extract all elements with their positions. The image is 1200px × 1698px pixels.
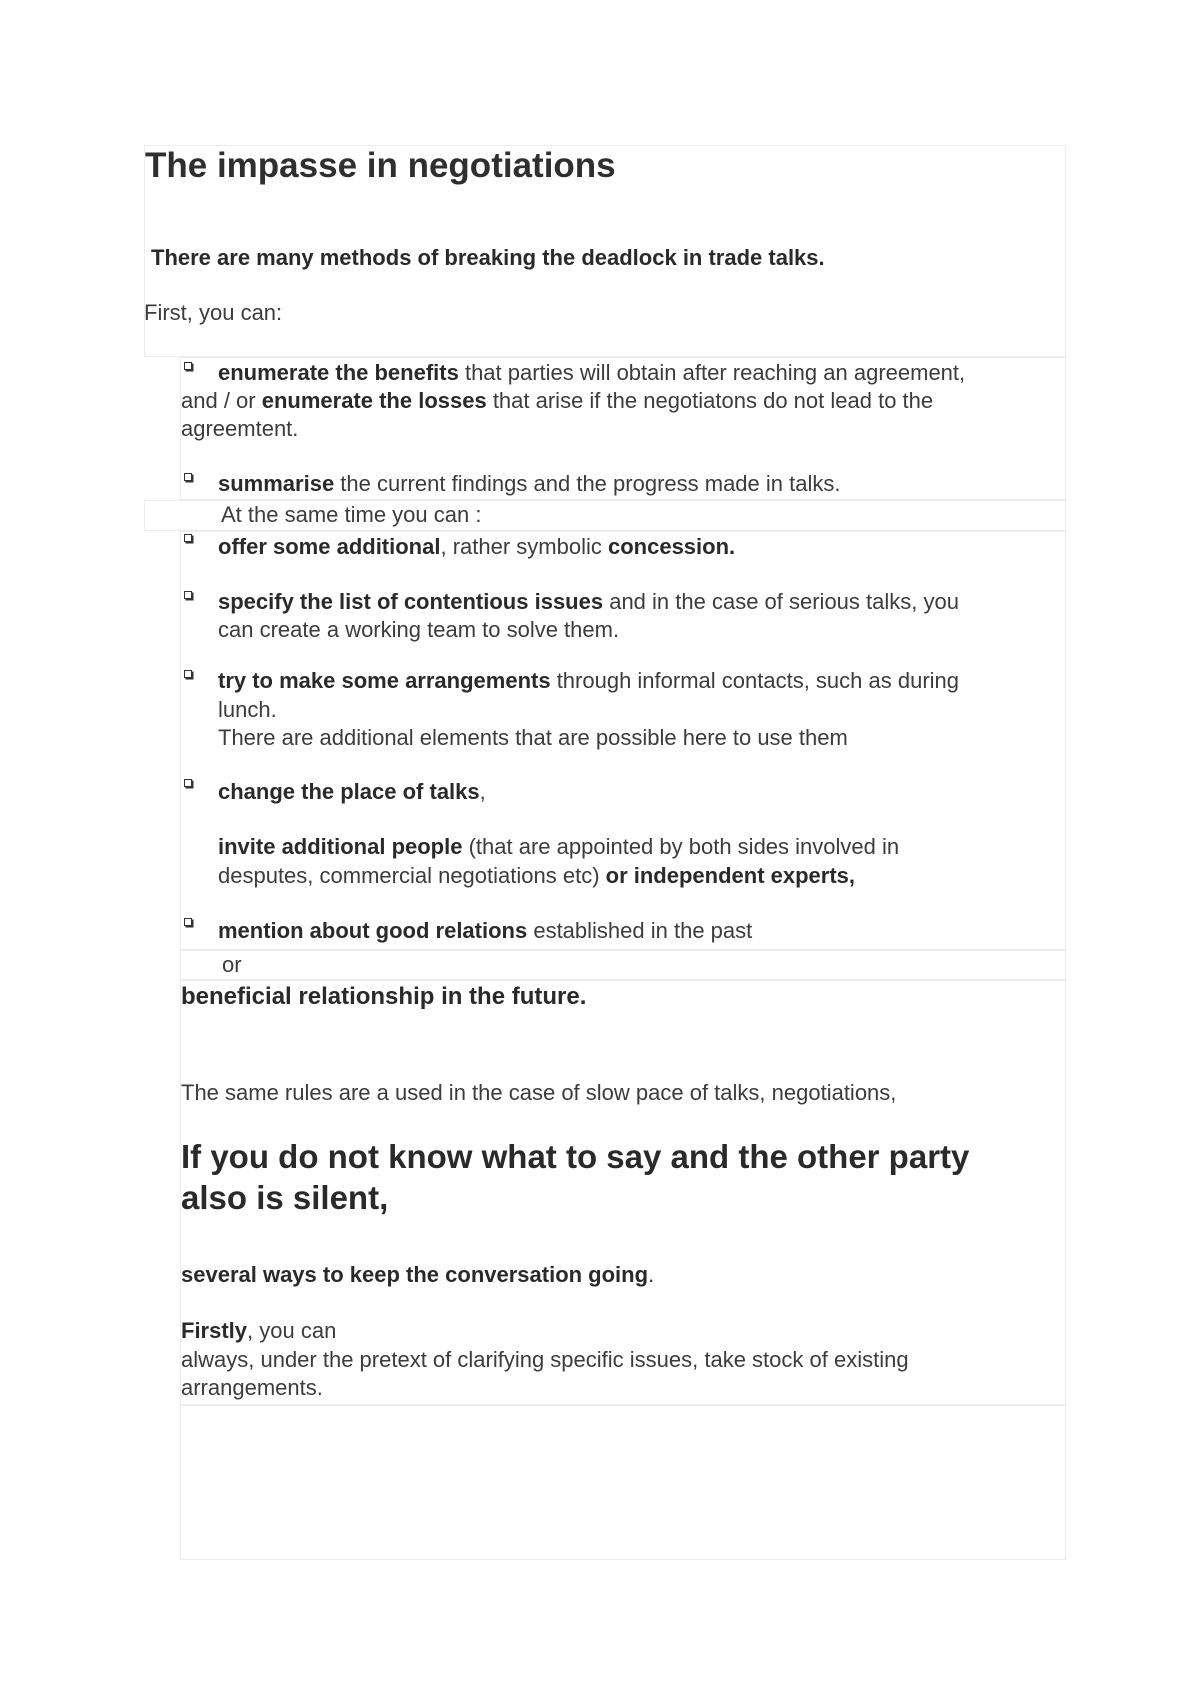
- bullet-icon: [184, 534, 192, 542]
- list-item-enumerate-line2: and / or enumerate the losses that arise if the negotiatons do not lead to the: [181, 388, 934, 413]
- same-time-text: At the same time you can :: [221, 502, 482, 527]
- always-text-line2: arrangements.: [181, 1375, 323, 1400]
- list-item-arrangements: try to make some arrangements through informal contacts, such as during: [218, 668, 960, 693]
- list-item-specify-line2: can create a working team to solve them.: [218, 617, 620, 642]
- list-item-arrangements-line2: lunch.: [218, 697, 277, 722]
- list-item-invite: invite additional people (that are appointed by both sides involved in: [218, 834, 900, 859]
- list-item-mention: mention about good relations established in the past: [218, 918, 753, 943]
- list-item-change-place: change the place of talks,: [218, 779, 486, 804]
- list-item-offer: offer some additional, rather symbolic concession.: [218, 534, 736, 559]
- firstly-text: Firstly, you can: [181, 1318, 337, 1343]
- bullet-icon: [184, 473, 192, 481]
- list-item-summarise: summarise the current findings and the progress made in talks.: [218, 471, 841, 496]
- cell-empty: [180, 1405, 1066, 1560]
- bullet-icon: [184, 918, 192, 926]
- list-item-specify: specify the list of contentious issues and in the case of serious talks, you: [218, 589, 959, 614]
- intro-text: There are many methods of breaking the deadlock in trade talks.: [151, 245, 825, 270]
- silent-heading-line1: If you do not know what to say and the other party: [181, 1138, 970, 1175]
- list-item-invite-line2: desputes, commercial negotiations etc) or independent experts,: [218, 863, 856, 888]
- bullet-icon: [184, 591, 192, 599]
- page-title: The impasse in negotiations: [145, 146, 616, 185]
- beneficial-heading: beneficial relationship in the future.: [181, 983, 587, 1010]
- always-text-line1: always, under the pretext of clarifying specific issues, take stock of existing: [181, 1347, 909, 1372]
- bullet-icon: [184, 670, 192, 678]
- list-item-enumerate-line3: agreemtent.: [181, 416, 299, 441]
- several-ways-text: several ways to keep the conversation going.: [181, 1262, 655, 1287]
- or-text: or: [222, 952, 242, 977]
- list-item-arrangements-line3: There are additional elements that are possible here to use them: [218, 725, 848, 750]
- silent-heading-line2: also is silent,: [181, 1179, 389, 1216]
- cell-or: [180, 950, 1066, 980]
- bullet-icon: [184, 362, 192, 370]
- bullet-icon: [184, 779, 192, 787]
- list-item-enumerate: enumerate the benefits that parties will obtain after reaching an agreement,: [218, 360, 966, 385]
- first-line: First, you can:: [144, 300, 283, 325]
- same-rules-text: The same rules are a used in the case of slow pace of talks, negotiations,: [181, 1080, 897, 1105]
